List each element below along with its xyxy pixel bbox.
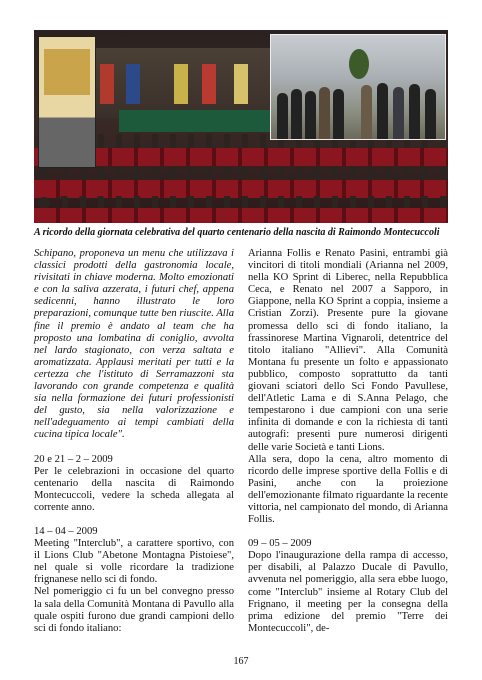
page-number: 167	[233, 656, 249, 667]
person-figure	[319, 87, 330, 139]
stage-banner	[234, 64, 248, 104]
stage-banner	[202, 64, 216, 104]
person-figure	[425, 89, 436, 139]
entry-paragraph: Per le celebrazioni in occasione del quarto centenario della nascita di Raimondo Montecuccoli, vedere la scheda allegata al corrente anno.	[34, 465, 234, 513]
monument-ceremony-inset-photo	[270, 34, 446, 140]
person-figure	[393, 87, 404, 139]
audience-seats	[34, 208, 448, 223]
audience-seats	[34, 148, 448, 166]
left-text-column	[34, 248, 234, 635]
person-figure	[409, 84, 420, 139]
person-figure	[291, 89, 302, 139]
person-figure	[333, 89, 344, 139]
right-text-column	[248, 248, 448, 635]
poster-portrait	[44, 49, 90, 95]
person-figure	[361, 85, 372, 139]
event-photo	[34, 30, 448, 223]
entry-date: 20 e 21 – 2 – 2009	[34, 453, 113, 465]
photo-caption: A ricordo della giornata celebrativa del quarto centenario della nascita di Raimondo Montecuccoli	[34, 227, 440, 238]
intro-italic-paragraph: Schipano, proponeva un menu che utilizzava i classici prodotti della gastronomia locale, rivisitati in chiave moderna. Molto emozionati e con la saliva azzerata, i futuri chef, appena sedicenni, hanno illustrato le loro preparazioni, comunque tutte ben riuscite. Alla fine il premio è andato al team che ha proposto una lombatina di coniglio, avvolta nel lardo stagionato, con verza saltata e aromatizzata. Applausi meritati per tutti e la certezza che l'istituto di Serramazzoni sta lavorando con grande competenza e qualità sia nella formazione dei futuri professionisti del gusto, sia nella valorizzazione e nell'adeguamento ai tempi cambiati della cucina tipica locale".	[34, 248, 234, 441]
commemorative-poster	[38, 36, 96, 168]
entry-paragraph: Meeting "Interclub", a carattere sportivo, con il Lions Club "Abetone Montagna Pistoiese", nel quale si volle ricordare la tradizione frignanese nello sci di fondo.	[34, 538, 234, 586]
wreath	[349, 49, 369, 79]
entry-paragraph: Nel pomeriggio ci fu un bel convegno presso la sala della Comunità Montana di Pavullo alla quale ospiti furono due grandi campioni dello sci di fondo italiano:	[34, 586, 234, 634]
person-figure	[377, 83, 388, 139]
entry-paragraph: Dopo l'inaugurazione della rampa di accesso, per disabili, al Palazzo Ducale di Pavullo, avvenuta nel pomeriggio, alla sera ebbe luogo, come "Interclub" insieme al Rotary Club del Frignano, il meeting per la consegna della prima edizione del premio "Terre dei Montecuccoli", de-	[248, 550, 448, 634]
entry-date: 14 – 04 – 2009	[34, 525, 98, 537]
entry-date: 09 – 05 – 2009	[248, 538, 312, 550]
stage-table	[119, 110, 294, 132]
stage-banner	[126, 64, 140, 104]
stage-banner	[174, 64, 188, 104]
stage-banner	[100, 64, 114, 104]
person-figure	[305, 91, 316, 139]
audience-heads	[34, 166, 448, 180]
body-paragraph: Alla sera, dopo la cena, altro momento di ricordo delle imprese sportive della Follis e di Pasini, anche con la proiezione dell'emozionante filmato riguardante la recente vittoria, nel campionato del mondo, di Arianna Follis.	[248, 453, 448, 526]
person-figure	[277, 93, 288, 139]
body-paragraph: Arianna Follis e Renato Pasini, entrambi già vincitori di titoli mondiali (Arianna nel 2009, nella KO Sprint di Liberec, nella Repubblica Ceca, e Renato nel 2007 a Sapporo, in Giappone, nella KO Sprint a coppia, insieme a Cristian Zorzi). Presente pure la giovane promessa dello sci di fondo italiano, la frassinorese Martina Vignaroli, detentrice del titolo italiano "Allievi". Alla Comunità Montana fu presente un folto e appassionato pubblico, composto soprattutto da tanti giovani sciatori dello Sci Fondo Pavullese, dell'Atletic Lama e di S.Anna Pelago, che tempestarono i due campioni con una serie infinita di domande e con la richiesta di tanti autografi: presenti pure numerosi dirigenti delle varie Società e tanti Lions.	[248, 248, 448, 453]
